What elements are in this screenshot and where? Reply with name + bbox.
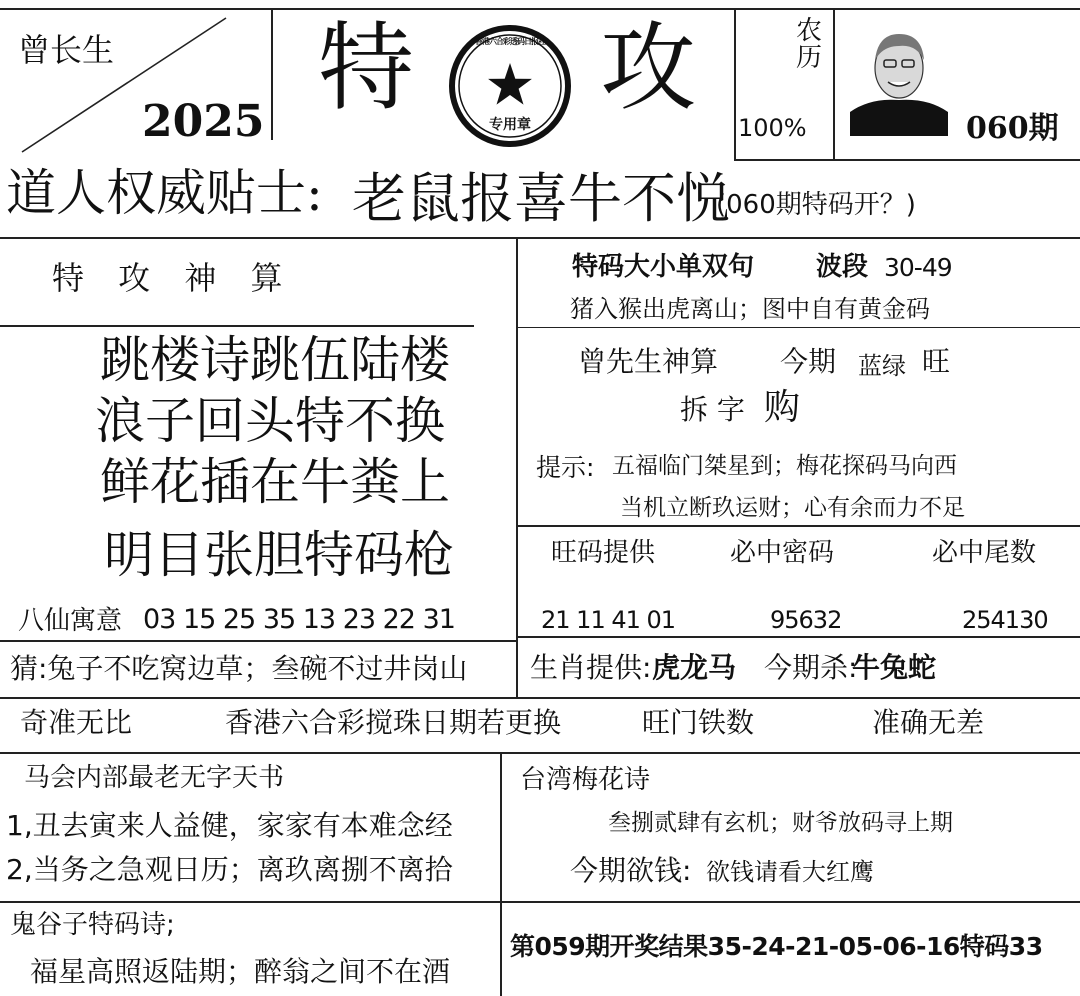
strip-item-3: 旺门铁数 bbox=[642, 706, 755, 739]
wang-label: 旺 bbox=[922, 345, 951, 378]
baxian-label: 八仙寓意 bbox=[18, 606, 123, 636]
codes-value-2: 95632 bbox=[770, 606, 842, 634]
baxian-numbers: 03 15 25 35 13 23 22 31 bbox=[143, 604, 455, 635]
guigu-line: 福星高照返陆期；醉翁之间不在酒 bbox=[30, 955, 451, 988]
year: 2025 bbox=[142, 96, 265, 147]
money-label: 今期欲钱: bbox=[570, 854, 692, 887]
tianshu-title: 马会内部最老无字天书 bbox=[24, 763, 285, 793]
meihua-poem: 叁捌贰肆有玄机；财爷放码寻上期 bbox=[608, 810, 953, 836]
issue-number: 060期 bbox=[966, 111, 1059, 146]
banner-prefix: 道人权威贴士: bbox=[6, 164, 323, 222]
seal-text: 香港六合彩透码日报社 bbox=[475, 37, 545, 46]
banner-note: (060期特码开？) bbox=[716, 190, 916, 220]
zodiac-kill-label: 今期杀: bbox=[764, 651, 858, 684]
right-line-1: 猪入猴出虎离山；图中自有黄金码 bbox=[570, 295, 930, 323]
color-value: 蓝绿 bbox=[858, 352, 906, 380]
hint-label: 提示: bbox=[536, 453, 595, 482]
draw-result: 第059期开奖结果35-24-21-05-06-16特码33 bbox=[510, 932, 1043, 961]
codes-header-2: 必中密码 bbox=[730, 538, 835, 568]
codes-header-1: 旺码提供 bbox=[551, 538, 656, 568]
money-value: 欲钱请看大红鹰 bbox=[706, 858, 874, 886]
tianshu-line-1: 1,丑去寅来人益健，家家有本难念经 bbox=[6, 809, 453, 842]
chaizi-label: 拆 字 bbox=[680, 393, 745, 426]
wave-label: 波段 bbox=[816, 252, 869, 282]
star-icon bbox=[488, 63, 532, 105]
riddle: 猜:兔子不吃窝边草；叁碗不过井岗山 bbox=[10, 652, 468, 685]
author-name: 曾长生 bbox=[18, 31, 115, 69]
zodiac-label: 生肖提供: bbox=[530, 651, 652, 684]
percent-label: 100% bbox=[738, 114, 807, 142]
left-section-title: 特 攻 神 算 bbox=[52, 259, 295, 297]
strip-item-2: 香港六合彩搅珠日期若更换 bbox=[225, 706, 562, 739]
guigu-title: 鬼谷子特码诗; bbox=[10, 910, 175, 940]
codes-header-3: 必中尾数 bbox=[932, 538, 1037, 568]
right-title: 特码大小单双句 bbox=[572, 252, 755, 282]
chaizi-value: 购 bbox=[764, 387, 801, 428]
poem-line-1: 跳楼诗跳伍陆楼 bbox=[100, 331, 450, 389]
strip-item-4: 准确无差 bbox=[872, 706, 985, 739]
title-char-gong: 攻 bbox=[600, 12, 696, 124]
tianshu-line-2: 2,当务之急观日历；离玖离捌不离拾 bbox=[6, 853, 453, 886]
avatar bbox=[850, 20, 948, 136]
codes-value-1: 21 11 41 01 bbox=[541, 606, 676, 634]
zodiac-provide: 虎龙马 bbox=[652, 651, 737, 684]
poem-line-4: 明目张胆特码枪 bbox=[104, 526, 454, 584]
official-seal bbox=[448, 24, 572, 148]
meihua-title: 台湾梅花诗 bbox=[520, 765, 651, 795]
hint-line-2: 当机立断玖运财；心有余而力不足 bbox=[620, 495, 965, 521]
this-issue-label: 今期 bbox=[780, 345, 837, 378]
poem-line-2: 浪子回头特不换 bbox=[95, 392, 445, 450]
title-char-te: 特 bbox=[318, 12, 414, 124]
codes-value-3: 254130 bbox=[962, 606, 1048, 634]
strip-item-1: 奇准无比 bbox=[20, 706, 133, 739]
seal-bottom-text: 专用章 bbox=[489, 117, 531, 133]
banner-headline: 老鼠报喜牛不悦 bbox=[352, 167, 730, 230]
poem-line-3: 鲜花插在牛粪上 bbox=[100, 453, 450, 511]
wave-range: 30-49 bbox=[884, 253, 952, 282]
mr-zeng-label: 曾先生神算 bbox=[578, 345, 719, 378]
zodiac-kill: 牛兔蛇 bbox=[852, 651, 937, 684]
lunar-label: 农历 bbox=[796, 16, 823, 74]
hint-line-1: 五福临门桀星到；梅花探码马向西 bbox=[612, 453, 957, 479]
